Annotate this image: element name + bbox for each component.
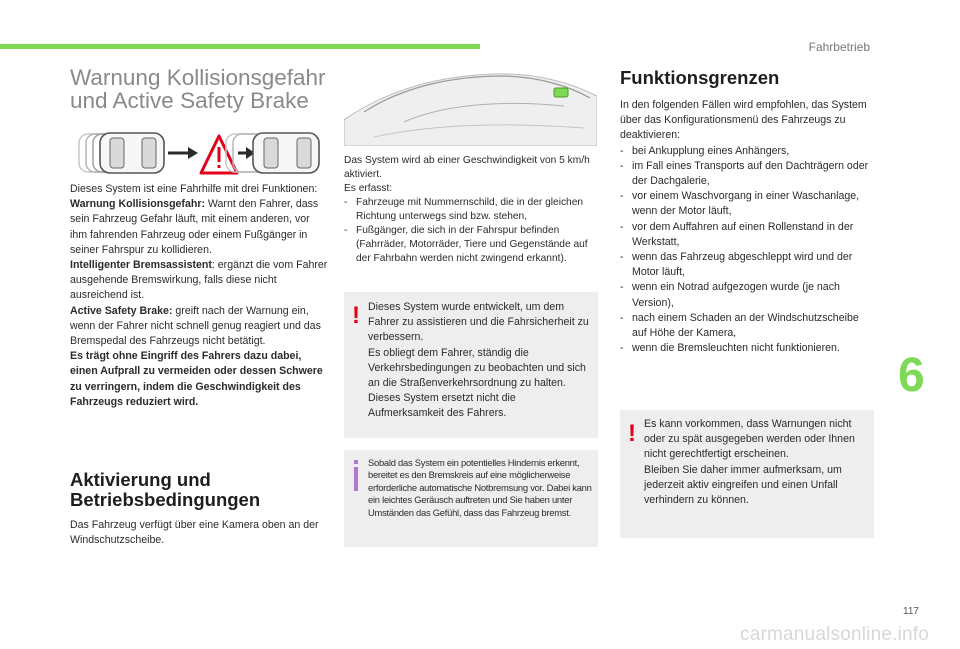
info-text: Sobald das System ein potentielles Hindernis erkennt, bereitet es den Bremskreis auf eine möglicherweise erforderliche automatische Notbremsung vor. Dabei kann ein leichtes Geräusch auftreten und Sie haben unter Umständen das Gefühl, dass das Fahrzeug bremst. — [368, 457, 592, 518]
activation-heading — [70, 470, 260, 510]
intro-text: Dieses System ist eine Fahrhilfe mit drei Funktionen: — [70, 183, 318, 195]
list-item: - nach einem Schaden an der Windschutzscheibe auf Höhe der Kamera, — [620, 311, 876, 341]
feature1-text: Warnt den Fahrer, dass sein Fahrzeug Gefahr läuft, mit einem anderen, vor ihm fahrenden Fahrzeug oder einem Fußgänger in seiner Fahrspur zu kollidieren. — [70, 198, 319, 256]
info-icon — [354, 460, 358, 464]
activation-heading-line1: Aktivierung und — [70, 469, 211, 490]
warning-text-1: Es kann vorkommen, dass Warnungen nicht oder zu spät ausgegeben werden oder Ihnen nicht gerechtfertigt erscheinen. — [644, 418, 855, 461]
list-item: - vor dem Auffahren auf einen Rollenstand in der Werkstatt, — [620, 220, 876, 250]
list-item-text: bei Ankupplung eines Anhängers, — [632, 144, 790, 157]
warning-box-right — [620, 410, 874, 538]
list-item: - wenn ein Notrad aufgezogen wurde (je nach Version), — [620, 280, 876, 310]
activation-text: Das Fahrzeug verfügt über eine Kamera oben an der Windschutzscheibe. — [70, 519, 319, 547]
list-item: - wenn das Fahrzeug abgeschleppt wird und der Motor läuft, — [620, 250, 876, 280]
feature2-text: : ergänzt die vom Fahrer ausgehende Bremswirkung, falls diese nicht ausreichend ist. — [70, 259, 328, 302]
list-item-text: wenn ein Notrad aufgezogen wurde (je nach Version), — [632, 281, 840, 309]
captures-label: Es erfasst: — [344, 183, 393, 194]
list-item-text: vor dem Auffahren auf einen Rollenstand in der Werkstatt, — [632, 220, 854, 248]
list-item: - im Fall eines Transports auf den Dachträgern oder der Dachgalerie, — [620, 159, 876, 189]
page-title — [70, 66, 326, 112]
feature2-label: Intelligenter Bremsassistent — [70, 259, 212, 272]
watermark: carmanualsonline.info — [740, 624, 930, 645]
intro-block — [70, 182, 328, 410]
warning-text-1: Dieses System wurde entwickelt, um dem Fahrer zu assistieren und die Fahrsicherheit zu verbessern. — [368, 301, 589, 344]
activation-heading-line2: Betriebsbedingungen — [70, 489, 261, 510]
section-title: Fahrbetrieb — [808, 40, 870, 54]
info-icon-stem — [354, 467, 358, 491]
list-item-text: vor einem Waschvorgang in einer Waschanlage, wenn der Motor läuft, — [632, 190, 860, 218]
page-title-line2: und Active Safety Brake — [70, 88, 309, 113]
list-item: - bei Ankupplung eines Anhängers, — [620, 144, 876, 159]
middle-text-block — [344, 154, 600, 266]
list-item: - vor einem Waschvorgang in einer Waschanlage, wenn der Motor läuft, — [620, 189, 876, 219]
limits-intro: In den folgenden Fällen wird empfohlen, das System über das Konfigurationsmenü des Fahrzeugs zu deaktivieren: — [620, 99, 867, 142]
warning-text-2: Es obliegt dem Fahrer, ständig die Verkehrsbedingungen zu beobachten und sich an die Straßenverkehrsordnung zu halten. — [368, 346, 586, 390]
feature1-label: Warnung Kollisionsgefahr: — [70, 198, 205, 211]
warning-text-3: Dieses System ersetzt nicht die Aufmerksamkeit des Fahrers. — [368, 392, 516, 420]
summary-bold-text: Es trägt ohne Eingriff des Fahrers dazu dabei, einen Aufprall zu vermeiden oder dessen Schwere zu verringern, indem die Geschwindigkeit des Fahrzeugs reduziert wird. — [70, 350, 323, 408]
info-box-middle — [344, 450, 598, 547]
list-item: - Fahrzeuge mit Nummernschild, die in der gleichen Richtung unterwegs sind bzw. stehen, — [344, 196, 600, 224]
list-item-text: wenn das Fahrzeug abgeschleppt wird und der Motor läuft, — [632, 251, 853, 279]
page-title-line1: Warnung Kollisionsgefahr — [70, 65, 326, 90]
list-item: - wenn die Bremsleuchten nicht funktionieren. — [620, 341, 876, 356]
feature3-label: Active Safety Brake: — [70, 304, 173, 317]
warning-box-middle — [344, 292, 598, 438]
list-item-text: im Fall eines Transports auf den Dachträgern oder der Dachgalerie, — [632, 159, 869, 188]
speed-text: Das System wird ab einer Geschwindigkeit von 5 km/h aktiviert. — [344, 155, 590, 180]
limits-heading: Funktionsgrenzen — [620, 67, 780, 88]
exclamation-icon: ! — [352, 302, 360, 329]
list-item-text: wenn die Bremsleuchten nicht funktionieren. — [632, 342, 840, 355]
header-accent-bar — [0, 44, 480, 49]
chapter-number: 6 — [898, 349, 925, 402]
feature3-text: greift nach der Warnung ein, wenn der Fahrer nicht schnell genug reagiert und das Bremspedal des Fahrzeugs nicht betätigt. — [70, 304, 321, 348]
list-item-text: Fußgänger, die sich in der Fahrspur befinden (Fahrräder, Motorräder, Tiere und Gegenstände auf der Fahrbahn werden nicht zwingend erkannt). — [356, 225, 588, 264]
windshield-camera-illustration — [344, 62, 597, 146]
limits-text-block — [620, 98, 876, 356]
collision-illustration — [76, 128, 326, 178]
list-item: - Fußgänger, die sich in der Fahrspur befinden (Fahrräder, Motorräder, Tiere und Gegenstände auf der Fahrbahn werden nicht zwingend erkannt). — [344, 224, 600, 266]
camera-marker-icon — [554, 88, 568, 97]
warning-text-2: Bleiben Sie daher immer aufmerksam, um jederzeit aktiv eingreifen und einen Unfall verhindern zu können. — [644, 463, 842, 507]
page-number: 117 — [903, 606, 919, 617]
exclamation-icon: ! — [628, 420, 636, 447]
warning-triangle-icon — [201, 136, 237, 173]
list-item-text: Fahrzeuge mit Nummernschild, die in der gleichen Richtung unterwegs sind bzw. stehen, — [356, 197, 584, 222]
list-item-text: nach einem Schaden an der Windschutzscheibe auf Höhe der Kamera, — [632, 311, 859, 340]
